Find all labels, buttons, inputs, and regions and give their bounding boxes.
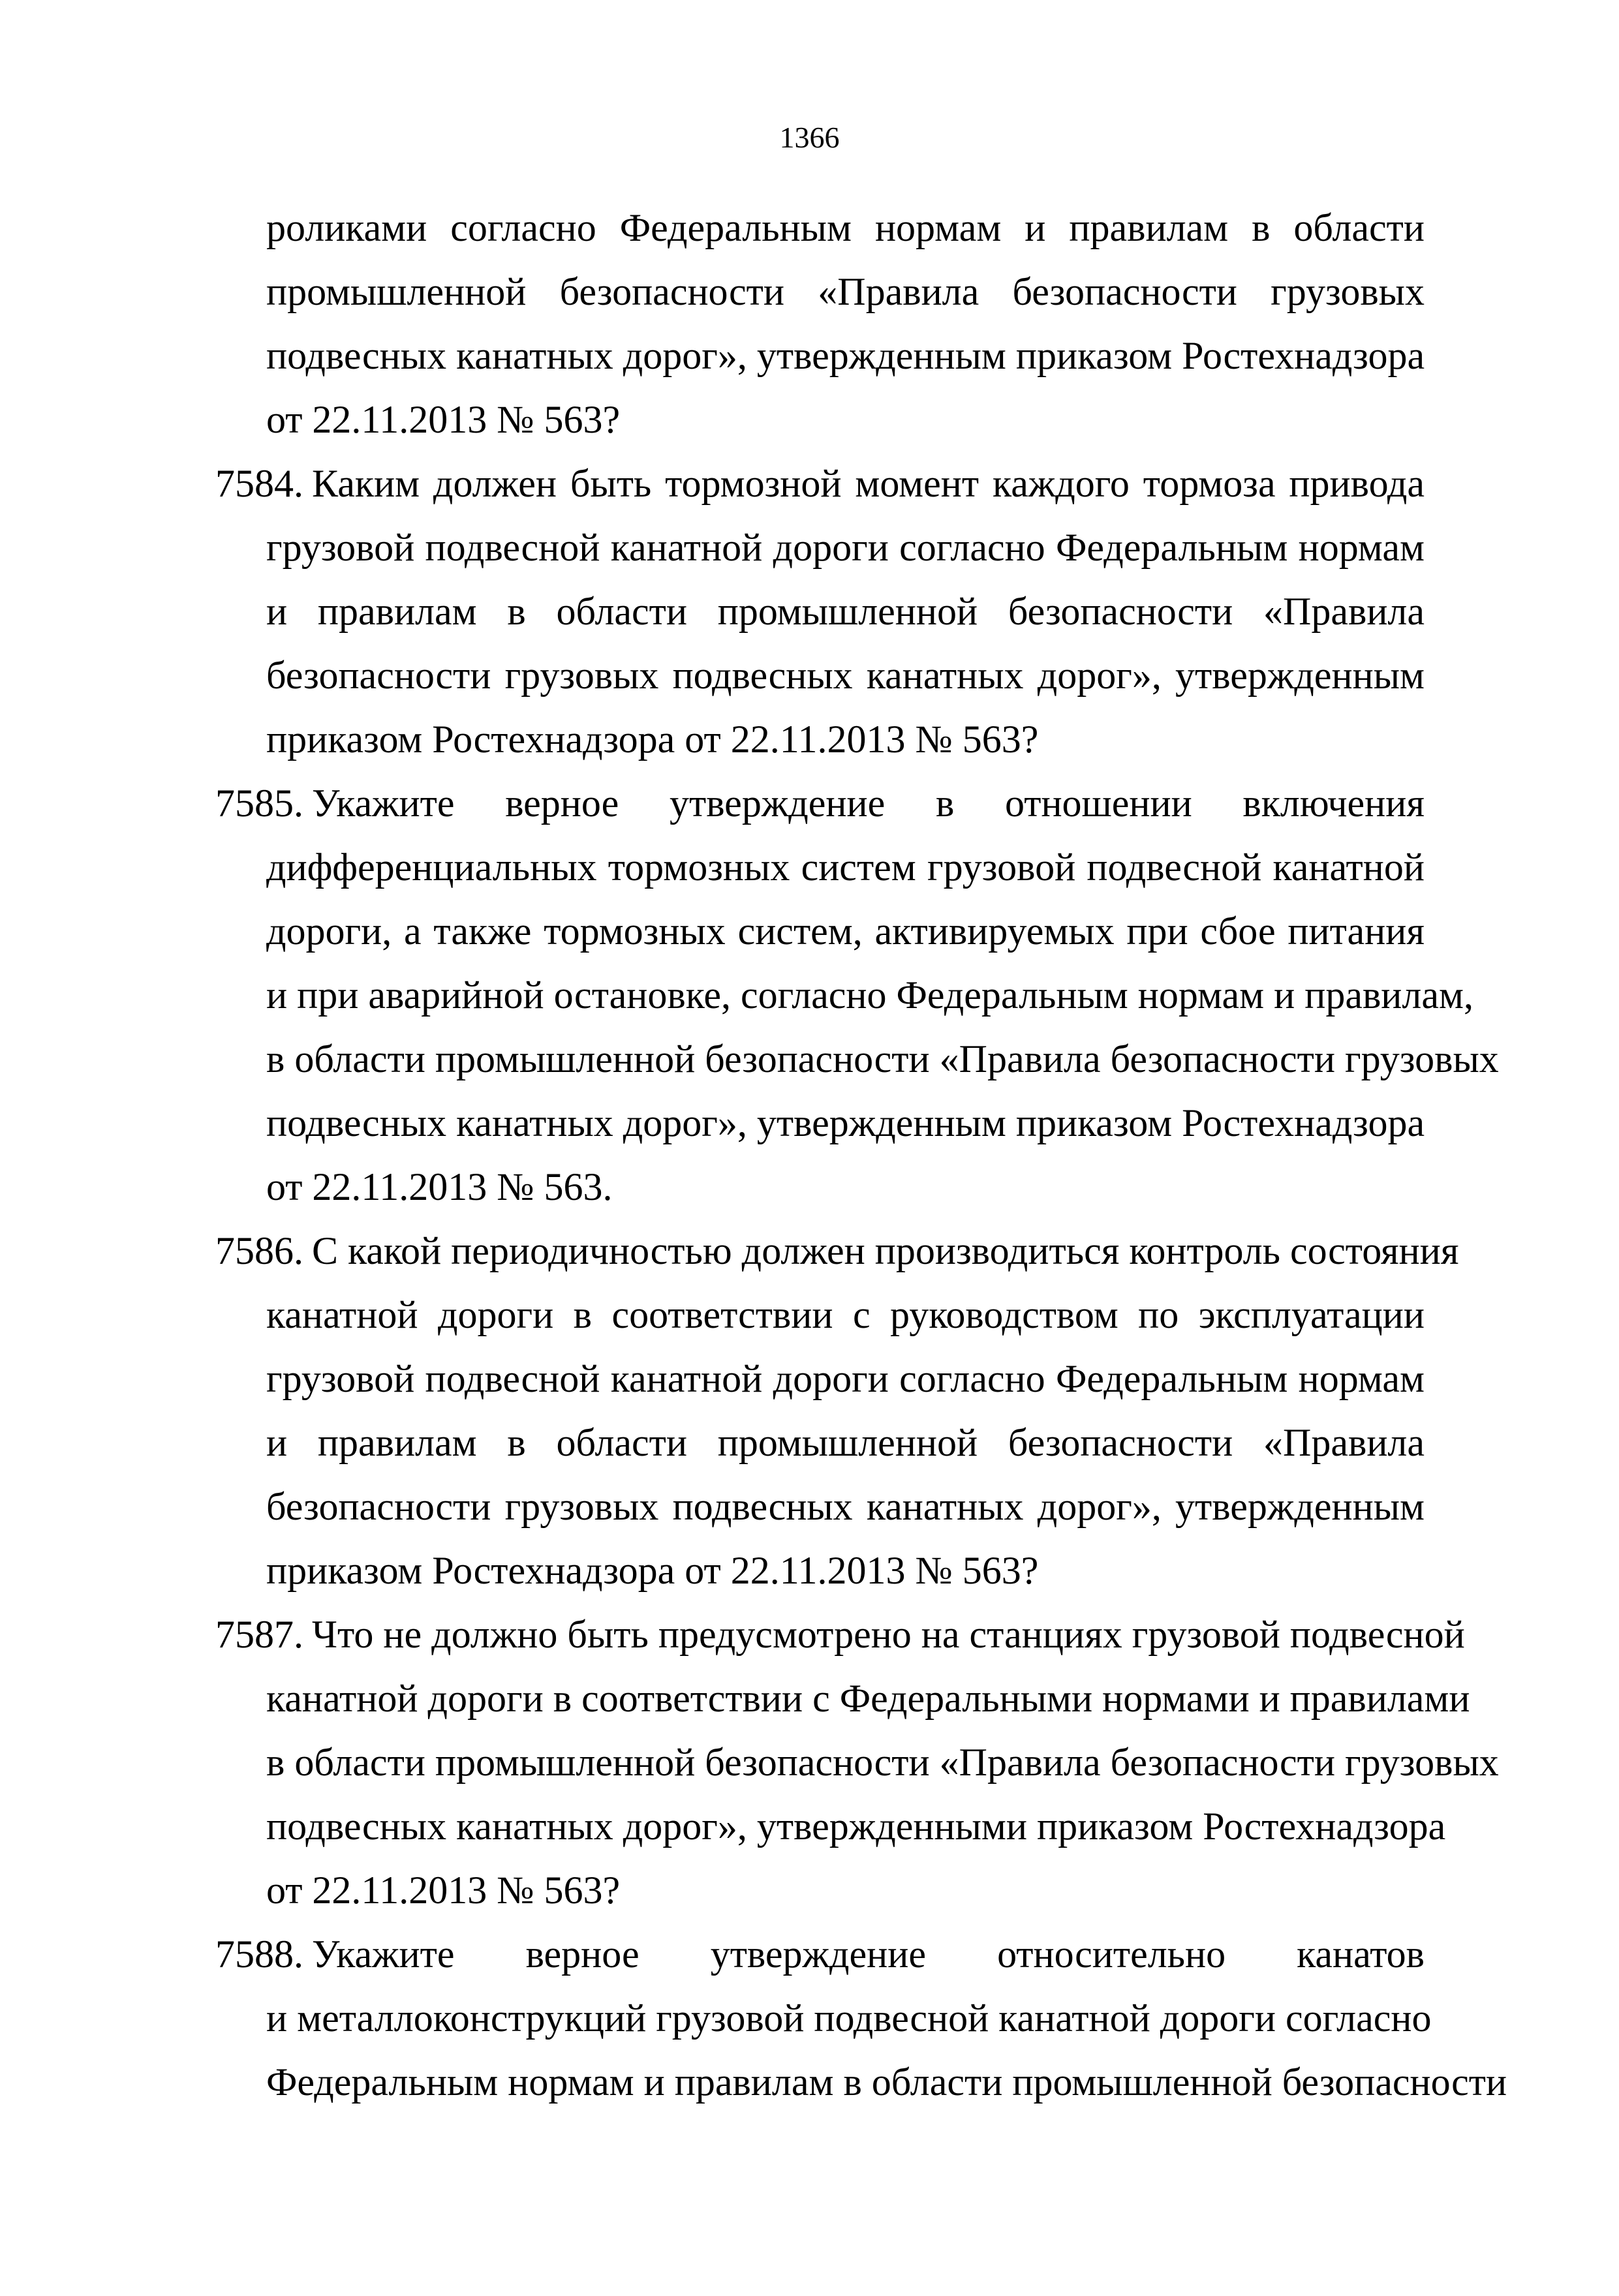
question-line: в области промышленной безопасности «Правила безопасности грузовых xyxy=(266,1741,1499,1784)
question-line: канатной дороги в соответствии с руководством по эксплуатации xyxy=(266,1293,1425,1336)
question-line: и при аварийной остановке, согласно Федеральным нормам и правилам, xyxy=(266,973,1473,1017)
question-line: подвесных канатных дорог», утвержденным приказом Ростехнадзора xyxy=(266,1101,1425,1144)
question-number: 7584. xyxy=(215,462,303,505)
question-line: Что не должно быть предусмотрено на станциях грузовой подвесной xyxy=(312,1613,1465,1656)
question-line: С какой периодичностью должен производиться контроль состояния xyxy=(312,1229,1459,1272)
continuation-line: промышленной безопасности «Правила безопасности грузовых xyxy=(266,270,1425,313)
question-line: дороги, а также тормозных систем, активируемых при сбое питания xyxy=(266,910,1425,953)
question-line: безопасности грузовых подвесных канатных дорог», утвержденным xyxy=(266,654,1425,697)
question-line: Укажите верное утверждение в отношении включения xyxy=(312,782,1425,825)
question-line: и правилам в области промышленной безопасности «Правила xyxy=(266,590,1425,633)
question-line: безопасности грузовых подвесных канатных дорог», утвержденным xyxy=(266,1485,1425,1528)
question-line: и металлоконструкций грузовой подвесной канатной дороги согласно xyxy=(266,1997,1432,2040)
question-number: 7587. xyxy=(215,1613,303,1656)
continuation-line: от 22.11.2013 № 563? xyxy=(266,398,621,441)
question-line: грузовой подвесной канатной дороги согласно Федеральным нормам xyxy=(266,1357,1425,1400)
question-line: канатной дороги в соответствии с Федеральными нормами и правилами xyxy=(266,1677,1470,1720)
question-line: в области промышленной безопасности «Правила безопасности грузовых xyxy=(266,1037,1499,1080)
question-line: приказом Ростехнадзора от 22.11.2013 № 563? xyxy=(266,718,1039,761)
question-number: 7588. xyxy=(215,1933,303,1976)
question-line: дифференциальных тормозных систем грузовой подвесной канатной xyxy=(266,846,1425,889)
question-line: Укажите верное утверждение относительно канатов xyxy=(312,1933,1425,1976)
question-line: и правилам в области промышленной безопасности «Правила xyxy=(266,1421,1425,1464)
question-number: 7586. xyxy=(215,1229,303,1272)
continuation-line: подвесных канатных дорог», утвержденным приказом Ростехнадзора xyxy=(266,334,1425,377)
question-line: подвесных канатных дорог», утвержденными приказом Ростехнадзора xyxy=(266,1805,1446,1848)
question-line: грузовой подвесной канатной дороги согласно Федеральным нормам xyxy=(266,526,1425,569)
continuation-line: роликами согласно Федеральным нормам и правилам в области xyxy=(266,206,1425,249)
question-number: 7585. xyxy=(215,782,303,825)
question-line: от 22.11.2013 № 563. xyxy=(266,1165,613,1208)
question-line: Федеральным нормам и правилам в области промышленной безопасности xyxy=(266,2060,1507,2104)
question-line: приказом Ростехнадзора от 22.11.2013 № 563? xyxy=(266,1549,1039,1592)
question-line: Каким должен быть тормозной момент каждого тормоза привода xyxy=(312,462,1425,505)
question-line: от 22.11.2013 № 563? xyxy=(266,1869,621,1912)
page-number: 1366 xyxy=(779,121,840,154)
